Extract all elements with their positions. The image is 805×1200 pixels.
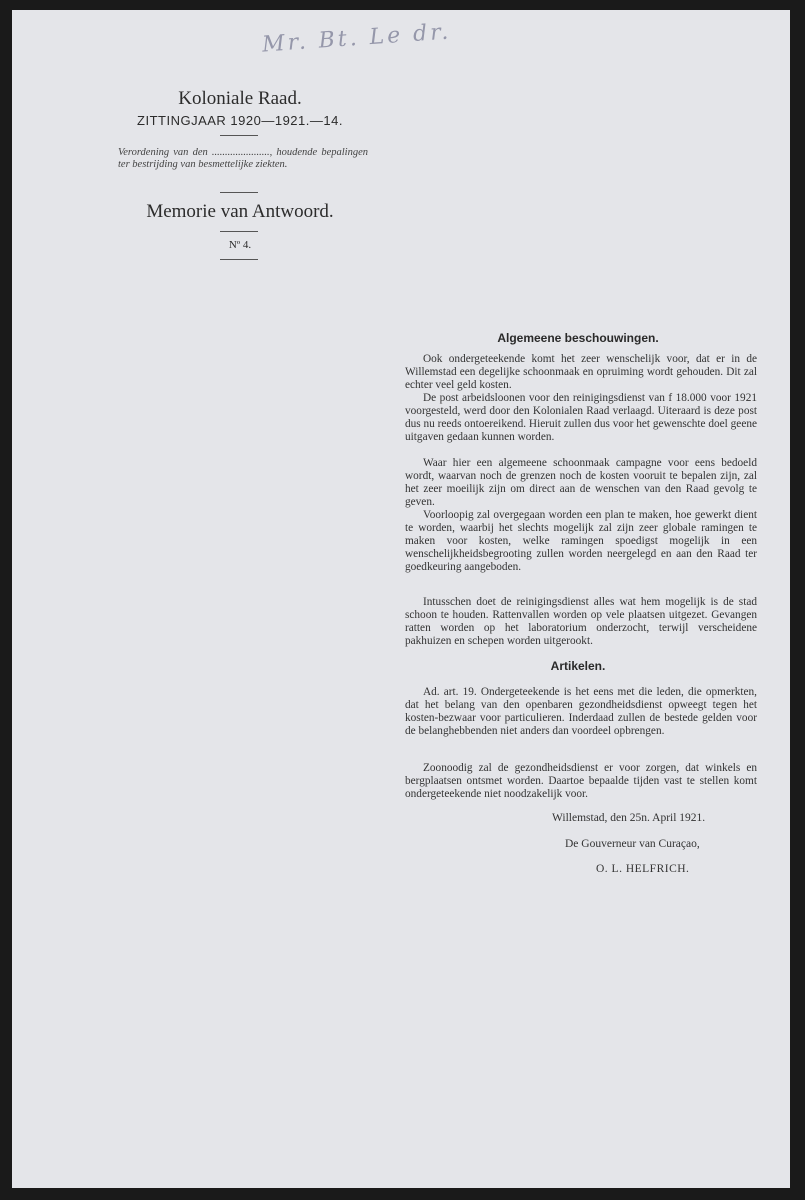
header-divider [220, 231, 258, 232]
header-divider [220, 192, 258, 193]
signature-name: O. L. HELFRICH. [596, 863, 690, 875]
handwritten-annotation: Mr. Bt. Le dr. [261, 19, 453, 58]
paragraph-general-2: De post arbeidsloonen voor den reinigingsdienst van f 18.000 voor 1921 voorgesteld, werd door den Kolonialen Raad verlaagd. Uiteraard is deze post dus nu reeds ontoereikend. Hieruit zullen dus voor het gewenschte doel geene uitgaven gedaan kunnen worden. [405, 392, 757, 444]
council-title: Koloniale Raad. [178, 88, 302, 109]
session-year: ZITTINGJAAR 1920—1921.—14. [137, 113, 343, 128]
paragraph-general-5: Intusschen doet de reinigingsdienst alles wat hem mogelijk is de stad schoon te houden. Rattenvallen worden op vele plaatsen uitgezet. Gevangen ratten worden op het laboratorium onderzocht, terwijl verscheidene pakhuizen en schepen worden uitgerookt. [405, 596, 757, 648]
document-type-title: Memorie van Antwoord. [146, 201, 334, 222]
paragraph-general-4: Voorloopig zal overgegaan worden een plan te maken, hoe gewerkt dient te worden, waarbij het slechts mogelijk zal zijn zeer globale ramingen te maken voor kosten, welke ramingen spoedigst mogelijk in een wenschelijkheidsbegrooting zullen worden neergelegd en aan den Raad ter goedkeuring aangeboden. [405, 509, 757, 574]
paragraph-article-19: Ad. art. 19. Ondergeteekende is het eens met die leden, die opmerkten, dat het belang van den openbaren gezondheidsdienst opweegt tegen het kosten-bezwaar voor particulieren. Inderdaad zullen de bestede gelden voor de belanghebbenden niet anders dan voordeel opbrengen. [405, 686, 757, 738]
header-divider [220, 135, 258, 136]
document-number: Nº 4. [228, 239, 252, 251]
signature-office: De Gouverneur van Curaçao, [565, 838, 700, 850]
header-divider [220, 259, 258, 260]
paragraph-general-3: Waar hier een algemeene schoonmaak campagne voor eens bedoeld wordt, waarvan noch de grenzen noch de kosten vooruit te bepalen zijn, zal het zeer moeilijk zijn om direct aan de wenschen van den Raad gevolg te geven. [405, 457, 757, 509]
paragraph-article-2: Zoonoodig zal de gezondheidsdienst er voor zorgen, dat winkels en bergplaatsen ontsmet worden. Daartoe bepaalde tijden vast te stellen komt ondergeteekende niet noodzakelijk voor. [405, 762, 757, 801]
section-heading-general: Algemeene beschouwingen. [497, 331, 659, 345]
paragraph-general-1: Ook ondergeteekende komt het zeer wenschelijk voor, dat er in de Willemstad een degelijke schoonmaak en opruiming wordt gehouden. Dit zal echter veel geld kosten. [405, 353, 757, 392]
section-heading-articles: Artikelen. [550, 659, 606, 673]
signature-place-date: Willemstad, den 25n. April 1921. [552, 812, 706, 824]
ordinance-description: Verordening van den ......................, houdende bepalingen ter bestrijding van besmettelijke ziekten. [118, 147, 368, 170]
